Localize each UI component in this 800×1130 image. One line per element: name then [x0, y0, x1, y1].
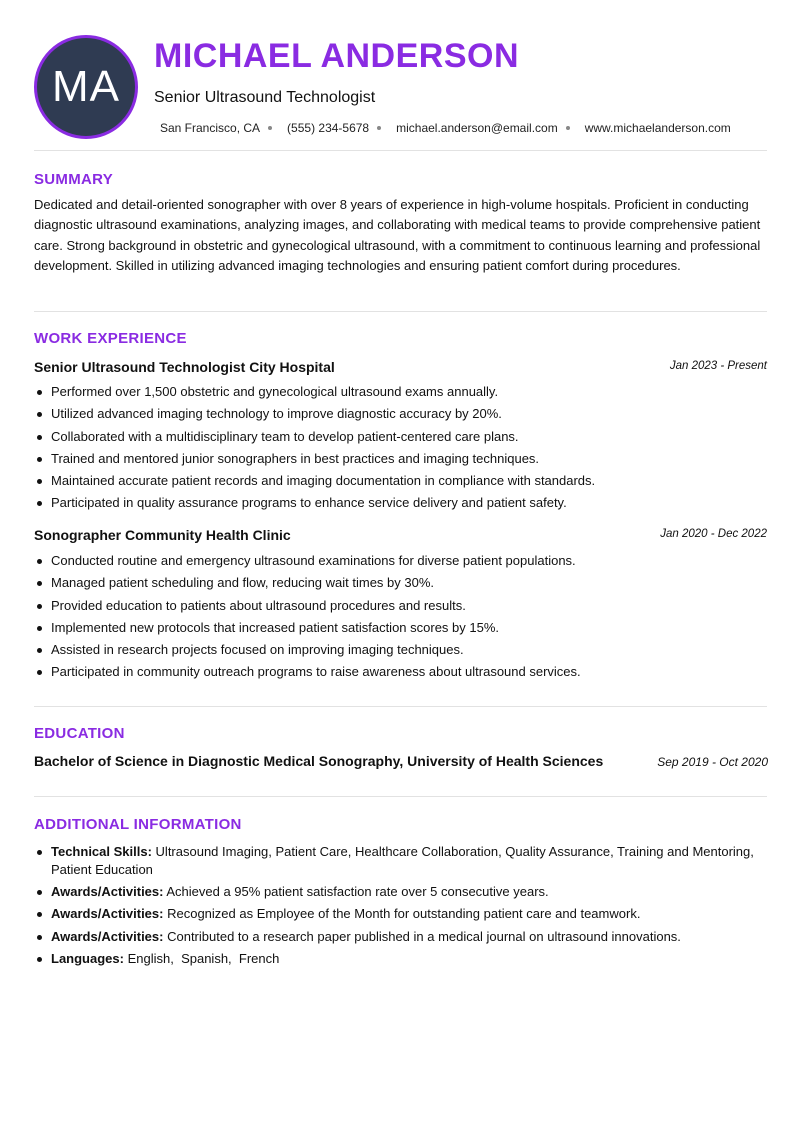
info-label: Languages: — [51, 950, 124, 966]
divider — [34, 311, 767, 312]
list-item: Performed over 1,500 obstetric and gynecological ultrasound exams annually. — [34, 384, 767, 400]
job-position: Sonographer Community Health Clinic — [34, 527, 291, 543]
list-item — [34, 883, 768, 901]
contact-line — [160, 121, 731, 135]
list-item: Collaborated with a multidisciplinary team to develop patient-centered care plans. — [34, 429, 767, 445]
list-item — [34, 905, 768, 923]
list-item: Assisted in research projects focused on improving imaging techniques. — [34, 642, 767, 658]
list-item: Utilized advanced imaging technology to improve diagnostic accuracy by 20%. — [34, 406, 767, 422]
education-degree: Bachelor of Science in Diagnostic Medical Sonography, University of Health Sciences — [34, 753, 604, 769]
avatar — [34, 35, 138, 139]
job-bullets — [34, 384, 767, 518]
list-item — [34, 928, 768, 946]
list-item — [34, 843, 768, 879]
additional-info-list — [34, 843, 768, 972]
info-text: English, Spanish, French — [127, 950, 280, 966]
job-header — [34, 527, 767, 545]
info-label: Technical Skills: — [51, 844, 152, 859]
section-heading-summary: SUMMARY — [34, 171, 114, 188]
job-dates: Jan 2023 - Present — [669, 360, 767, 372]
job-bullets — [34, 553, 767, 687]
avatar-initials: MA — [52, 62, 120, 111]
list-item: Trained and mentored junior sonographers in best practices and imaging techniques. — [34, 451, 767, 467]
contact-website[interactable]: www.michaelanderson.com — [584, 121, 731, 135]
contact-phone: (555) 234-5678 — [287, 121, 370, 135]
separator-dot — [268, 126, 272, 130]
list-item: Participated in community outreach programs to raise awareness about ultrasound services. — [34, 664, 767, 680]
info-text: Achieved a 95% patient satisfaction rate over 5 consecutive years. — [166, 884, 549, 900]
info-label: Awards/Activities: — [51, 884, 164, 900]
divider — [34, 150, 767, 151]
list-item: Managed patient scheduling and flow, reducing wait times by 30%. — [34, 575, 767, 591]
job-header — [34, 359, 767, 377]
contact-location: San Francisco, CA — [160, 121, 261, 135]
section-heading-experience: WORK EXPERIENCE — [34, 330, 187, 347]
section-heading-education: EDUCATION — [34, 725, 125, 742]
info-text: Recognized as Employee of the Month for outstanding patient care and teamwork. — [167, 906, 641, 922]
info-label: Awards/Activities: — [51, 906, 164, 922]
education-entry — [34, 753, 768, 771]
job-position: Senior Ultrasound Technologist City Hospital — [34, 359, 335, 375]
list-item — [34, 950, 768, 968]
info-label: Awards/Activities: — [51, 928, 164, 944]
list-item: Maintained accurate patient records and imaging documentation in compliance with standards. — [34, 473, 767, 489]
contact-email[interactable]: michael.anderson@email.com — [396, 121, 558, 135]
education-dates: Sep 2019 - Oct 2020 — [657, 755, 768, 769]
section-heading-additional: ADDITIONAL INFORMATION — [34, 816, 242, 833]
separator-dot — [566, 126, 570, 130]
job-title: Senior Ultrasound Technologist — [154, 89, 376, 106]
summary-text: Dedicated and detail-oriented sonographer with over 8 years of experience in high-volume hospitals. Proficient in conducting diagnostic ultrasound examinations, analyzing images, and collaborating with medical teams to provide comprehensive patient care. Strong background in obstetric and gynecological ultrasound, with a commitment to continuous learning and professional development. Skilled in utilizing advanced imaging technologies and ensuring patient comfort during procedures. — [34, 197, 761, 274]
divider — [34, 796, 767, 797]
list-item: Conducted routine and emergency ultrasound examinations for diverse patient populations. — [34, 553, 767, 569]
candidate-name: MICHAEL ANDERSON — [154, 37, 520, 75]
list-item: Provided education to patients about ultrasound procedures and results. — [34, 598, 767, 614]
job-dates: Jan 2020 - Dec 2022 — [660, 528, 767, 540]
info-text: Ultrasound Imaging, Patient Care, Healthcare Collaboration, Quality Assurance, Training and Mentoring, Patient Education — [51, 844, 754, 877]
list-item: Participated in quality assurance programs to enhance service delivery and patient safety. — [34, 495, 767, 511]
separator-dot — [377, 126, 381, 130]
info-text: Contributed to a research paper published in a medical journal on ultrasound innovations. — [167, 928, 681, 944]
list-item: Implemented new protocols that increased patient satisfaction scores by 15%. — [34, 620, 767, 636]
divider — [34, 706, 767, 707]
